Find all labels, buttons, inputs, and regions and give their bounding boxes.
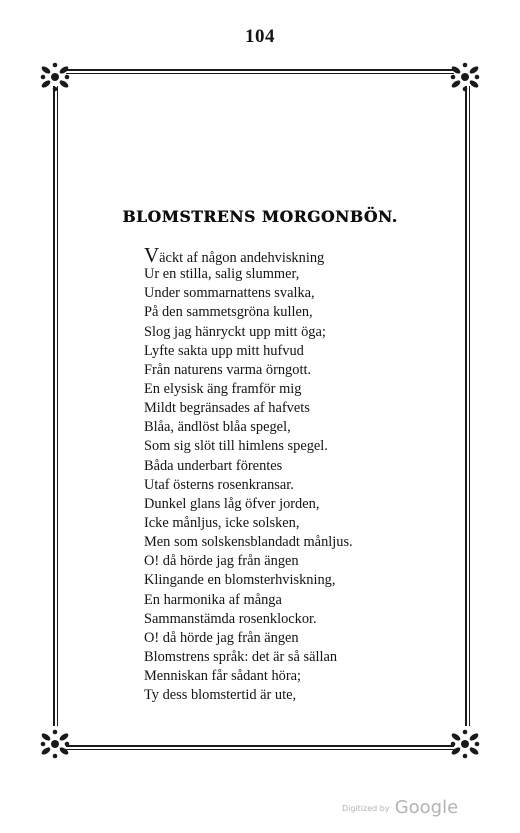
poem-line: O! då hörde jag från ängen [144, 629, 299, 646]
floral-ornament-icon [38, 727, 72, 761]
poem-line: Slog jag hänryckt upp mitt öga; [144, 323, 326, 340]
poem-line: En harmonika af många [144, 591, 282, 608]
poem-line: Men som solskensblandadt månljus. [144, 534, 353, 551]
poem-line: Klingande en blomsterhviskning, [144, 572, 336, 589]
poem-line: Väckt af någon andehviskning [144, 243, 325, 267]
poem-line: Som sig slöt till himlens spegel. [144, 438, 328, 455]
poem-line: Blåa, ändlöst blåa spegel, [144, 419, 291, 436]
poem-line: Från naturens varma örngott. [144, 361, 312, 378]
poem-line: Blomstrens språk: det är så sällan [144, 648, 338, 665]
frame-bottom-rule [66, 745, 454, 747]
poem-line: Dunkel glans låg öfver jorden, [144, 495, 320, 512]
poem-line: På den sammetsgröna kullen, [144, 304, 313, 321]
page-number: 104 [245, 26, 275, 47]
frame-top-rule [66, 69, 454, 71]
poem-line: En elysisk äng framför mig [144, 380, 302, 397]
poem-line: Under sommarnattens svalka, [144, 285, 315, 302]
poem-line: Ur en stilla, salig slummer, [144, 266, 300, 283]
poem-line: Mildt begränsades af hafvets [144, 400, 310, 417]
poem-body [144, 243, 444, 705]
floral-ornament-icon [448, 60, 482, 94]
floral-ornament-icon [448, 727, 482, 761]
poem-line: Sammanstämda rosenklockor. [144, 610, 317, 627]
digitized-watermark [342, 797, 458, 818]
poem-title: BLOMSTRENS MORGONBÖN. [122, 207, 398, 227]
poem-line: Lyfte sakta upp mitt hufvud [144, 342, 304, 359]
frame-right-rule [465, 86, 467, 726]
watermark-prefix: Digitized by [342, 804, 390, 813]
floral-ornament-icon [38, 60, 72, 94]
watermark-brand: Google [394, 797, 459, 818]
poem-line: Utaf österns rosenkransar. [144, 476, 294, 493]
poem-line: Icke månljus, icke solsken, [144, 514, 300, 531]
poem-line: O! då hörde jag från ängen [144, 553, 299, 570]
poem-line: Menniskan får sådant höra; [144, 668, 302, 685]
frame-left-rule [53, 86, 55, 726]
poem-line: Båda underbart förentes [144, 457, 283, 474]
poem-line: Ty dess blomstertid är ute, [144, 687, 297, 704]
